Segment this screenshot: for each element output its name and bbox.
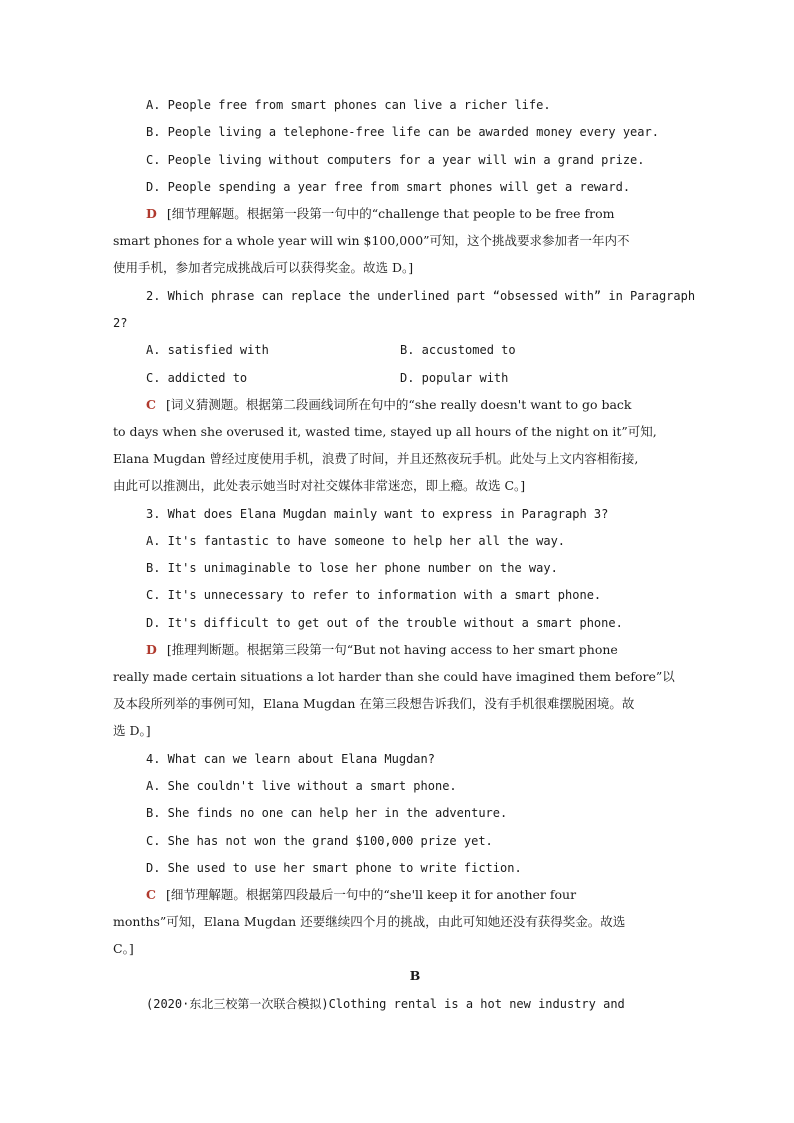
q1-option-b: B. People living a telephone-free life can be awarded money every year. bbox=[146, 125, 659, 139]
q2-explanation-1: [词义猜测题。根据第二段画线词所在句中的“she really doesn't want to go back bbox=[165, 397, 632, 412]
q1-explanation-1: [细节理解题。根据第一段第一句中的“challenge that people to be free from bbox=[166, 206, 615, 221]
q3-explanation-1: [推理判断题。根据第三段第一句“But not having access to her smart phone bbox=[166, 642, 618, 657]
q3-explanation-3: 及本段所列举的事例可知，Elana Mugdan 在第三段想告诉我们，没有手机很难摆脱困境。故 bbox=[113, 696, 635, 711]
q2-answer-letter: C bbox=[146, 397, 156, 412]
q2-explanation-4: 由此可以推测出，此处表示她当时对社交媒体非常迷恋，即上瘾。故选 C。] bbox=[113, 478, 526, 493]
q2-explanation-3: Elana Mugdan 曾经过度使用手机，浪费了时间，并且还熬夜玩手机。此处与上文内容相衔接, bbox=[113, 451, 639, 466]
q3-explanation-4: 选 D。] bbox=[113, 723, 151, 738]
q4-answer-letter: C bbox=[146, 887, 156, 902]
q2-answer-line bbox=[146, 396, 716, 414]
q4-option-b: B. She finds no one can help her in the adventure. bbox=[146, 806, 508, 820]
q4-option-c: C. She has not won the grand $100,000 prize yet. bbox=[146, 834, 493, 848]
q1-answer-line bbox=[146, 205, 716, 223]
q4-answer-line bbox=[146, 886, 716, 904]
q2-explanation-2: to days when she overused it, wasted time, stayed up all hours of the night on it”可知, bbox=[113, 424, 657, 439]
q3-explanation-2: really made certain situations a lot harder than she could have imagined them before”以 bbox=[113, 669, 675, 684]
q2-option-c: C. addicted to bbox=[146, 371, 248, 385]
q1-explanation-3: 使用手机，参加者完成挑战后可以获得奖金。故选 D。] bbox=[113, 260, 414, 275]
q2-stem-1: 2. Which phrase can replace the underlined part “obsessed with” in Paragraph bbox=[146, 289, 696, 303]
q4-option-a: A. She couldn't live without a smart phone. bbox=[146, 779, 457, 793]
q4-explanation-3: C。] bbox=[113, 941, 134, 956]
q3-answer-line bbox=[146, 641, 716, 659]
q2-stem-2: 2? bbox=[113, 316, 128, 330]
section-b-heading: B bbox=[409, 968, 421, 983]
q4-stem: 4. What can we learn about Elana Mugdan? bbox=[146, 752, 435, 766]
q4-option-d: D. She used to use her smart phone to write fiction. bbox=[146, 861, 522, 875]
q4-explanation-2: months”可知，Elana Mugdan 还要继续四个月的挑战，由此可知她还没有获得奖金。故选 bbox=[113, 914, 626, 929]
q3-option-c: C. It's unnecessary to refer to information with a smart phone. bbox=[146, 588, 602, 602]
q3-option-d: D. It's difficult to get out of the trouble without a smart phone. bbox=[146, 616, 623, 630]
q1-option-d: D. People spending a year free from smart phones will get a reward. bbox=[146, 180, 631, 194]
section-b-intro: (2020·东北三校第一次联合模拟)Clothing rental is a hot new industry and bbox=[146, 997, 625, 1011]
q3-option-b: B. It's unimaginable to lose her phone number on the way. bbox=[146, 561, 558, 575]
q2-option-a: A. satisfied with bbox=[146, 343, 269, 357]
q3-option-a: A. It's fantastic to have someone to help her all the way. bbox=[146, 534, 566, 548]
q1-option-c: C. People living without computers for a year will win a grand prize. bbox=[146, 153, 645, 167]
q1-option-a: A. People free from smart phones can live a richer life. bbox=[146, 98, 551, 112]
q2-option-d: D. popular with bbox=[400, 371, 509, 385]
q3-stem: 3. What does Elana Mugdan mainly want to express in Paragraph 3? bbox=[146, 507, 609, 521]
q3-answer-letter: D bbox=[146, 642, 157, 657]
q2-option-b: B. accustomed to bbox=[400, 343, 516, 357]
q4-explanation-1: [细节理解题。根据第四段最后一句中的“she'll keep it for another four bbox=[165, 887, 577, 902]
q1-answer-letter: D bbox=[146, 206, 157, 221]
q1-explanation-2: smart phones for a whole year will win $100,000”可知，这个挑战要求参加者一年内不 bbox=[113, 233, 630, 248]
